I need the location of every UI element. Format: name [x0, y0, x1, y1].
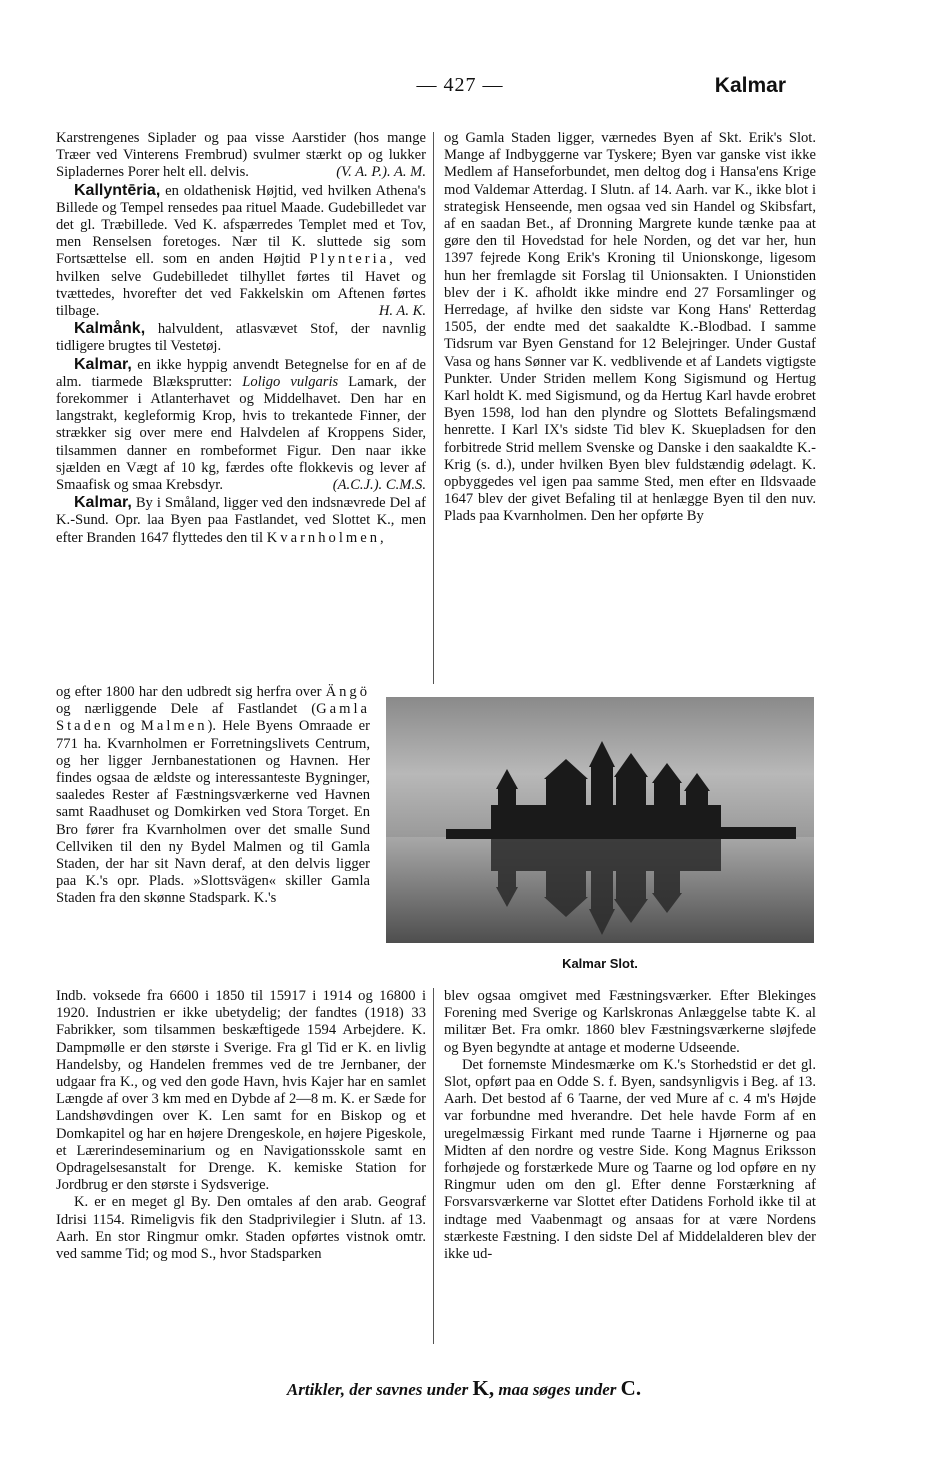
page-footer: Artikler, der savnes under K, maa søges under C.: [286, 1376, 642, 1400]
headword: Kalmar,: [74, 494, 132, 512]
castle-paragraph: Det fornemste Mindesmærke om K.'s Storhedstid er det gl. Slot, opført paa en Odde S. f. Byen, sandsynligvis i Beg. af 13. Aarh. Det bestod af 6 Taarne, der ved Mure af c. 4 m's Højde var forbundne med hverandre. Det hele havde Form af en uregelmæssig Firkant med runde Taarne i Hjørnerne og paa Midten af den nordre og vestre Side. Kong Magnus Eriksson forhøjede og forstærkede Mure og Taarne og lod opføre en ny Ringmur uden om den gl. Efter denne Forstærkning af Forsvarsværkerne var Slottet efter Datidens Forhold ikke til at indtage med Vaabenmagt og ansaas for at være Nordens stærkeste Fæstning. I den sidste Del af Middelalderen blev der ikke ud-: [444, 1056, 816, 1263]
signature: H. A. K.: [378, 303, 426, 320]
headword: Kalmånk,: [74, 320, 146, 338]
left-column-lower: [56, 988, 426, 1263]
page-number: — 427 —: [416, 74, 504, 96]
column-rule: [433, 132, 434, 684]
history-paragraph: K. er en meget gl By. Den omtales af den arab. Geograf Idrisi 1154. Rimeligvis fik den Stadprivilegier i Slutn. af 13. Aarh. En stor Ringmur omkr. Staden opførtes vistnok omtr. ved samme Tid; og mod S., hvor Stadsparken: [56, 1194, 426, 1263]
entry-kallynteria: Kallyntēria, en oldathenisk Højtid, ved hvilken Athena's Billede og Tempel rensedes paa rituel Maade. Gudebilledet var det gl. Træbillede. Ved K. afspærredes Templet med et Tov, men Renselsen foretoges. Nær til K. sluttede sig som Fortsættelse ell. som en anden Højtid Plynteria, ved hvilken selve Gudebilledet tilhyllet førtes til Havet og tvættedes, hvorefter det ved Fakkelskin om Aftenen førtes tilbage. H. A. K.: [56, 181, 426, 320]
right-column-lower: [444, 988, 816, 1263]
carry-over-paragraph: Karstrengenes Siplader og paa visse Aarstider (hos mange Træer ved Vinterens Frembrud) svulmer stærkt op og lukker Sipladernes Porer helt ell. delvis. (V. A. P.). A. M.: [56, 130, 426, 181]
fortifications-paragraph: blev ogsaa omgivet med Fæstningsværker. Efter Blekinges Forening med Sverige og Karlskronas Anlæggelse tabte K. al militær Bet. Fra omkr. 1860 blev Fæstningsværkerne sløjfede og Byen begyndte at antage et moderne Udseende.: [444, 988, 816, 1056]
entry-kalmank: Kalmånk, halvuldent, atlasvævet Stof, der navnlig tidligere brugtes til Vestetøj.: [56, 320, 426, 355]
figure-caption: Kalmar Slot.: [562, 956, 638, 971]
right-column: [444, 130, 816, 526]
signature: (V. A. P.). A. M.: [336, 164, 426, 181]
population-paragraph: Indb. voksede fra 6600 i 1850 til 15917 i 1914 og 16800 i 1920. Industrien er ikke ubetydelig; der fandtes (1918) 33 Fabrikker, som tilsammen beskæftigede 1594 Arbejdere. K. Dampmølle er den største i Sverige. Fra gl Tid er K. en livlig Handelsby, og Handelen fremmes ved de tre Jernbaner, der udgaar fra K., og ved den gode Havn, hvis Kajer har en samlet Længde af over 3 km med en Dybde af 2—8 m. K. er Sæde for Landshøvdingen over K. Len samt for en Biskop og et Domkapitel og har en højere Drengeskole, en højere Pigeskole, et Lærerindeseminarium og en Navigationsskole samt en Opdragelsesanstalt for Drenge. K. kemiske Station for Jordbrug er den største i Sydsverige.: [56, 988, 426, 1194]
left-column: [56, 130, 426, 547]
history-continued: og Gamla Staden ligger, værnedes Byen af Skt. Erik's Slot. Mange af Indbyggerne var Tyskere; Byen var ganske vist ikke Medlem af Hanseforbundet, men deltog dog i Hansa'ens Krige mod Valdemar Atterdag. I Slutn. af 14. Aarh. var K., ikke blot i strategisk Henseende, men ogsaa ved sin Handel og Skibsfart, af en saadan Bet., af Dronning Margrete kunde tænke paa at gøre den til Hovedstad for hele Norden, og det var her, hun 1397 fejrede Kong Erik's Kroning til Unionskonge, ligesom hun her fremlagde sit Forslag til Unionsakten. I Unionstiden blev der i K. afholdt ikke mindre end 27 Forsamlinger og Herredage, af hvilke den sidste var Kong Hans' Retterdag 1505, der endte med det saakaldte K.-Blodbad. I samme Tidsrum var Byen Genstand for 12 Belejringer. Under Gustaf Vasa og hans Sønner var K. vedblivende et af Landets vigtigste Punkter. Under Striden mellem Kong Sigismund og Hertug Karl holdt K. med Sigismund, og da Hertug Karl havde erobret Byen 1598, lod han den plyndre og Slottets Befalingsmænd henrette. I Karl IX's sidste Tid blev K. Skuepladsen for den forbitrede Strid mellem Svenske og Danske i den saakaldte K.-Krig (s. d.), under hvilken Byen blev fuldstændig ødelagt. K. opbyggedes vel igen paa samme Sted, men efter en Ildsvaade 1647 blev der givet Befaling til at henlægge Byen til den nuv. Plads paa Kvarnholmen. Den her opførte By: [444, 130, 816, 525]
left-column-narrow: [56, 684, 370, 908]
signature: (A.C.J.). C.M.S.: [332, 477, 426, 494]
entry-kalmar-squid: Kalmar, en ikke hyppig anvendt Betegnelse for en af de alm. tiarmede Blæksprutter: Loligo vulgaris Lamark, der forekommer i Atlanterhavet og Middelhavet. Den har en langstrakt, kegleformig Krop, hvis to trekantede Finner, der strækker sig over mere end Halvdelen af Kroppens Sider, tilsammen danner en rombeformet Figur. Den naar ikke sjælden en Vægt af 10 kg, færdes ofte flokkevis og lever af Smaafisk og smaa Krebsdyr. (A.C.J.). C.M.S.: [56, 355, 426, 494]
castle-illustration: [386, 697, 814, 943]
running-head: Kalmar: [714, 74, 786, 97]
headword: Kallyntēria,: [74, 181, 161, 199]
column-rule-lower: [433, 988, 434, 1344]
entry-kalmar-town: Kalmar, By i Småland, ligger ved den indsnævrede Del af K.-Sund. Opr. laa Byen paa Fastlandet, ved Slottet K., men efter Branden 1647 flyttedes den til Kvarnholmen,: [56, 494, 426, 546]
kalmar-town-continued: og efter 1800 har den udbredt sig herfra over Ängö og nærliggende Dele af Fastlandet (Gamla Staden og Malmen). Hele Byens Omraade er 771 ha. Kvarnholmen er Forretningslivets Centrum, og her ligger Jernbanestationen og Havnen. Her findes ogsaa de ældste og interessanteste Bygninger, saaledes Rester af Fæstningsværkerne ved Havnen samt Raadhuset og Domkirken ved Stora Torget. En Bro fører fra Kvarnholmen over det smalle Sund Cellviken til den ny Bydel Malmen og til Gamla Staden, der har sit Navn deraf, at den delvis ligger paa K.'s opr. Plads. »Slottsvägen« skiller Gamla Staden fra den skønne Stadspark. K.'s: [56, 684, 370, 907]
kalmar-castle-photo: [386, 697, 814, 943]
page-header: [0, 72, 928, 108]
headword: Kalmar,: [74, 355, 132, 373]
